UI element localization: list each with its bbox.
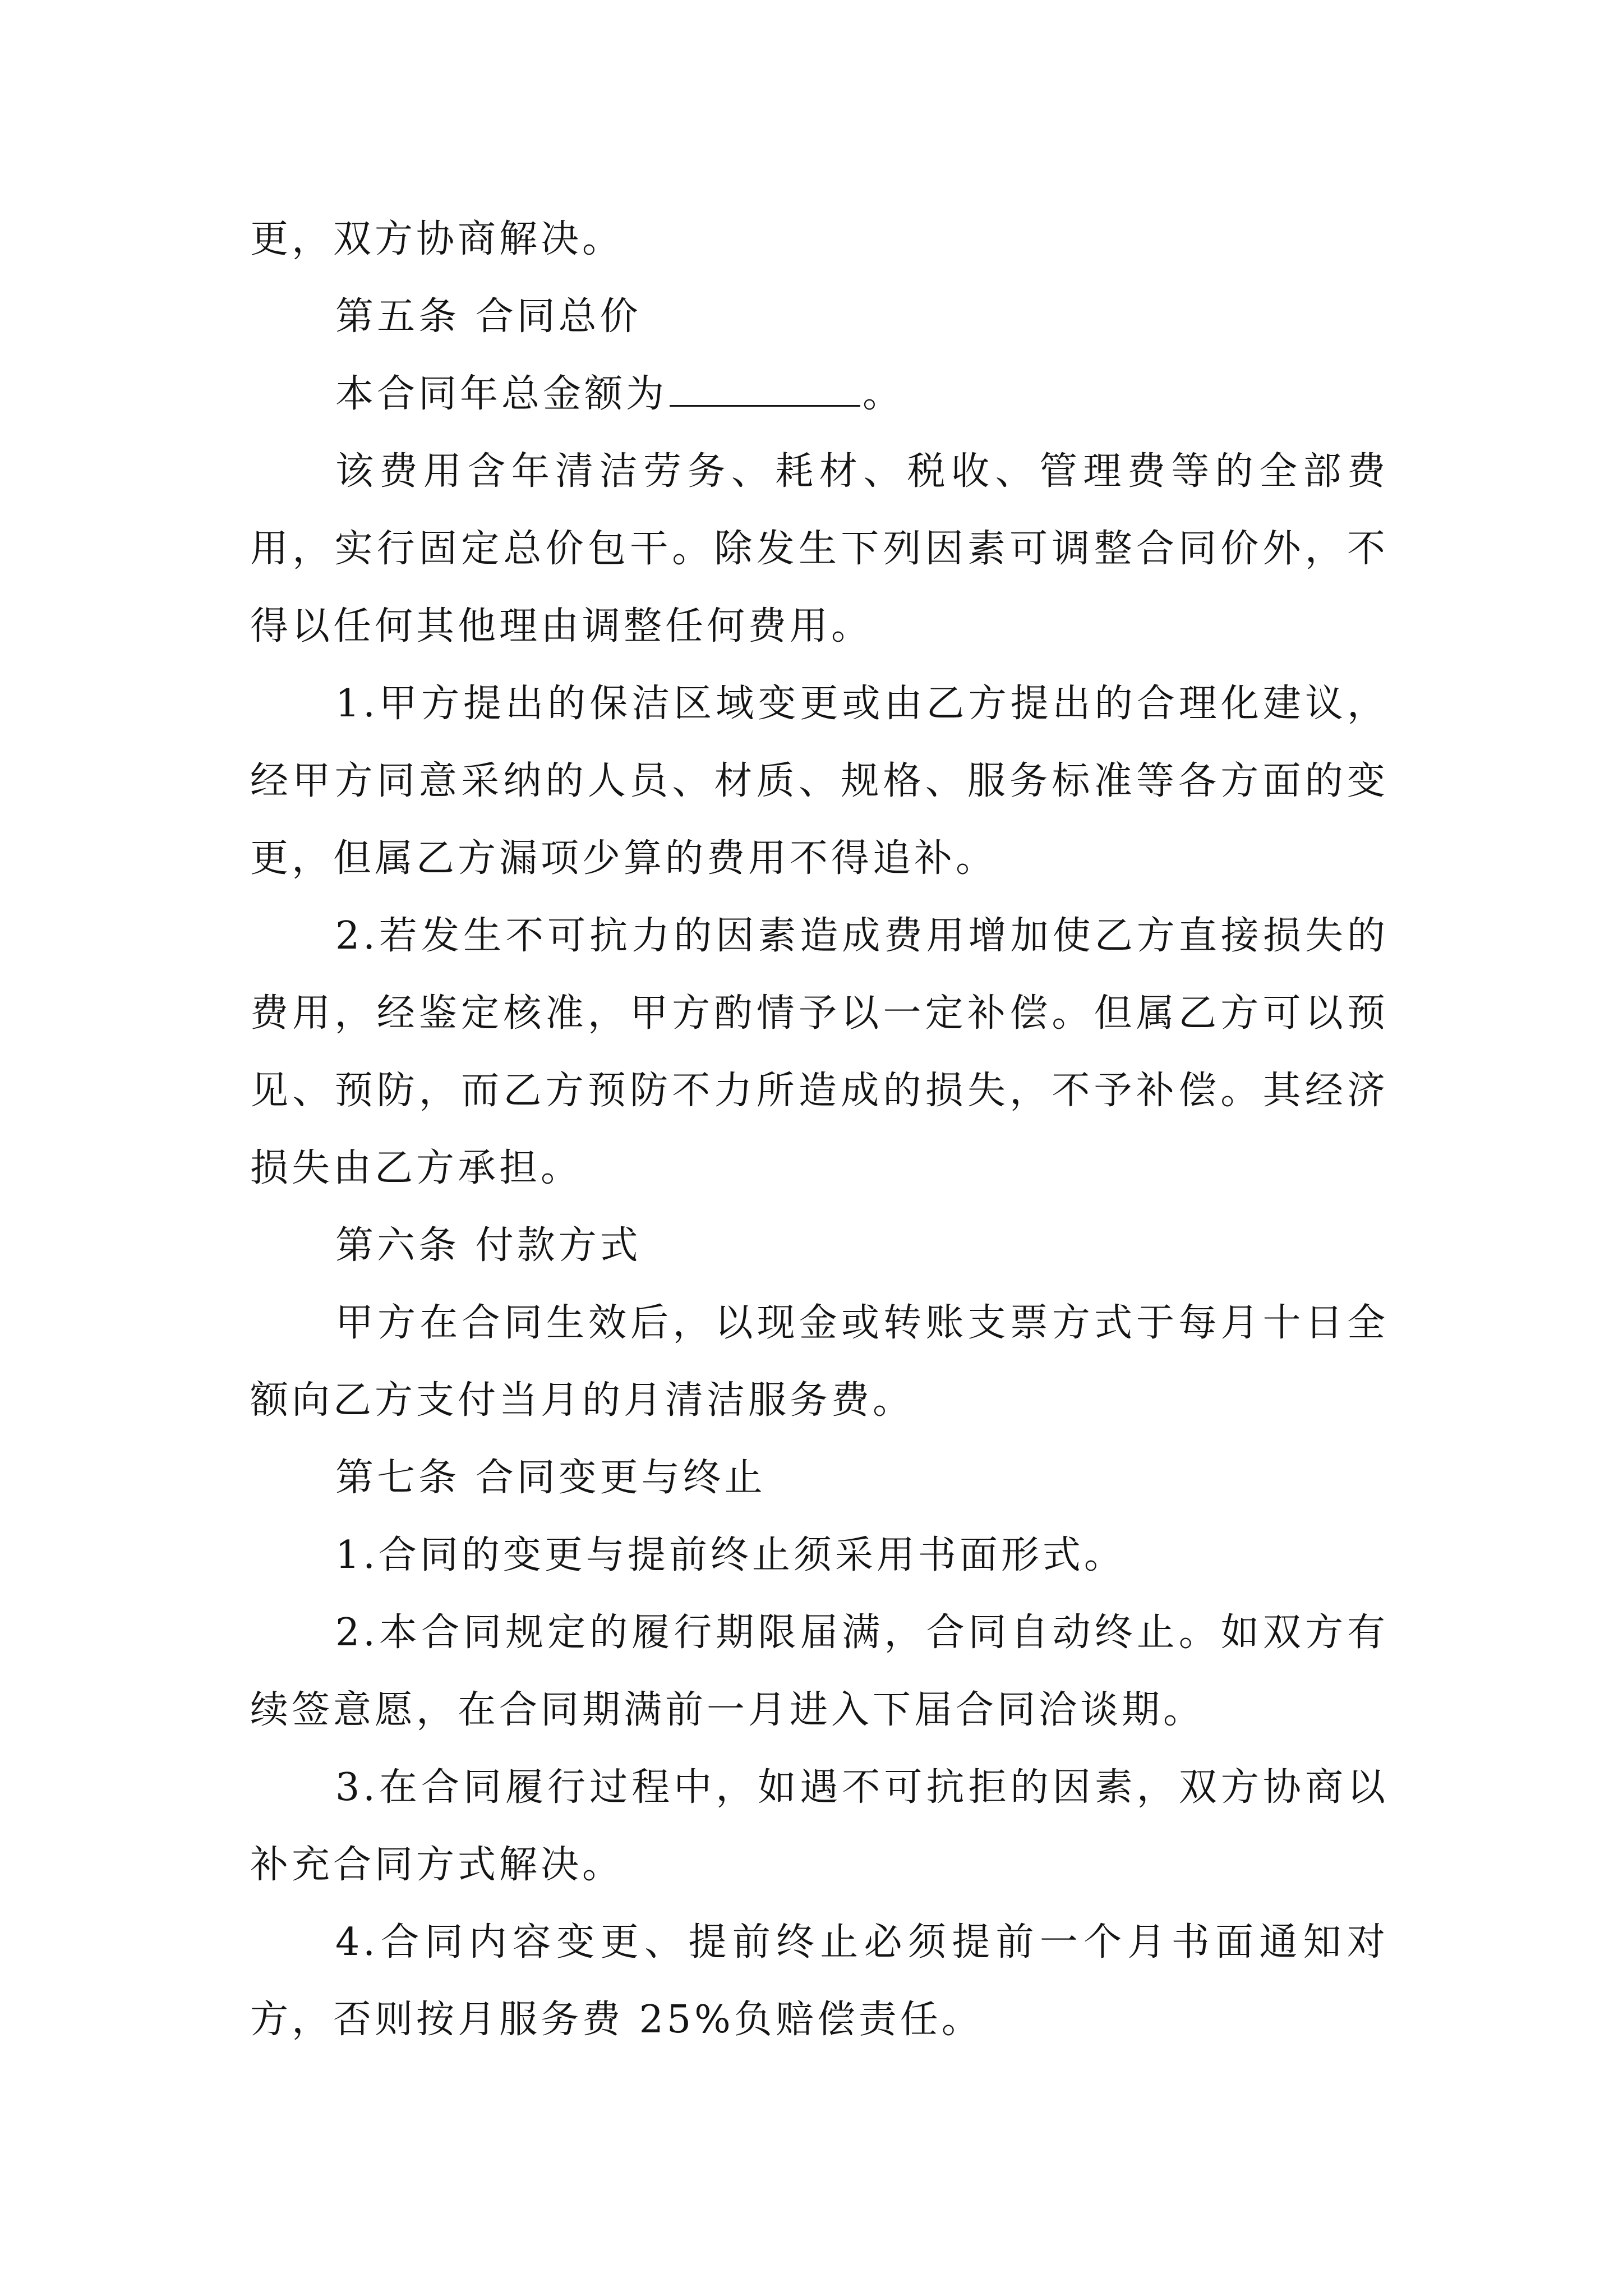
payment-paragraph: 甲方在合同生效后，以现金或转账支票方式于每月十日全额向乙方支付当月的月清洁服务费。: [250, 1301, 1389, 1423]
article-5-heading: 第五条 合同总价: [335, 295, 642, 339]
change-item-4: 4.合同内容变更、提前终止必须提前一个月书面通知对方，否则按月服务费 25%负赔偿责任。: [250, 1920, 1389, 2042]
article-6-heading: 第六条 付款方式: [335, 1223, 642, 1268]
paragraph-continuation: 更，双方协商解决。: [250, 217, 624, 261]
change-item-2: 2.本合同规定的履行期限届满，合同自动终止。如双方有续签意愿，在合同期满前一月进入下届合同洽谈期。: [250, 1611, 1389, 1732]
adjustment-item-1: 1.甲方提出的保洁区域变更或由乙方提出的合理化建议，经甲方同意采纳的人员、材质、规格、服务标准等各方面的变更，但属乙方漏项少算的费用不得追补。: [250, 682, 1389, 881]
total-amount-blank: [670, 370, 860, 407]
total-amount-label: 本合同年总金额为: [335, 372, 668, 416]
fee-description-paragraph: 该费用含年清洁劳务、耗材、税收、管理费等的全部费用，实行固定总价包干。除发生下列因素可调整合同价外，不得以任何其他理由调整任何费用。: [250, 449, 1389, 648]
total-amount-line: [250, 356, 1389, 433]
total-amount-end: 。: [863, 372, 905, 416]
change-item-3: 3.在合同履行过程中，如遇不可抗拒的因素，双方协商以补充合同方式解决。: [250, 1765, 1389, 1887]
adjustment-item-2: 2.若发生不可抗力的因素造成费用增加使乙方直接损失的费用，经鉴定核准，甲方酌情予以一定补偿。但属乙方可以预见、预防，而乙方预防不力所造成的损失，不予补偿。其经济损失由乙方承担。: [250, 914, 1389, 1190]
document-body: [250, 201, 1389, 2059]
change-item-1: 1.合同的变更与提前终止须采用书面形式。: [335, 1533, 1126, 1577]
article-7-heading: 第七条 合同变更与终止: [335, 1456, 766, 1500]
